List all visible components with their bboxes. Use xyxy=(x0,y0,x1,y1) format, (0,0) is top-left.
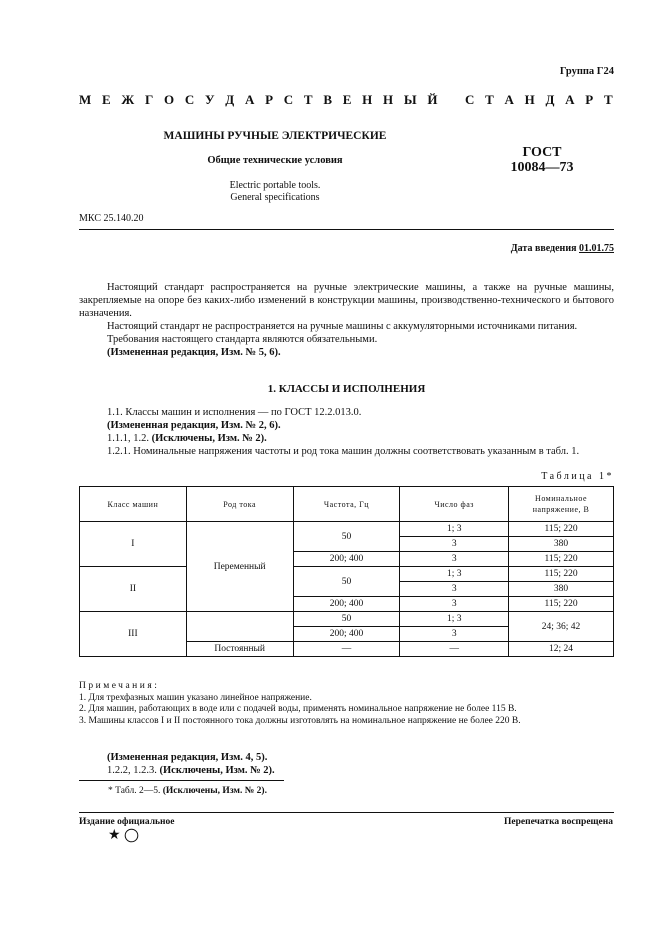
clause-1-1-1 xyxy=(79,432,614,445)
section-1-title: 1. КЛАССЫ И ИСПОЛНЕНИЯ xyxy=(267,383,426,395)
english-title xyxy=(140,180,410,204)
class-cell: III xyxy=(80,612,187,657)
clause-1-1-1-excluded: (Исключены, Изм. № 2). xyxy=(151,433,267,444)
header-class: Класс машин xyxy=(80,487,187,522)
heading-letter: М xyxy=(79,92,92,107)
table-1 xyxy=(79,486,614,657)
intro-paragraph-1: Настоящий стандарт распространяется на ручные электрические машины, а также на ручные машины, закрепляемые на опоре без каких-либо изменений в конструкции машины, производственно-технического и бытового назначения. xyxy=(79,282,614,319)
date-value: 01.01.75 xyxy=(579,243,614,254)
table-caption: Таблица 1* xyxy=(541,471,614,482)
footnote-excluded: (Исключены, Изм. № 2). xyxy=(162,786,267,796)
phases-cell: 1; 3 xyxy=(400,522,509,537)
phases-cell: 1; 3 xyxy=(400,612,509,627)
table-notes xyxy=(79,681,614,727)
footnote-text: * Табл. 2—5. xyxy=(108,786,161,796)
clause-1-1-change: (Измененная редакция, Изм. № 2, 6). xyxy=(107,420,281,431)
class-cell: I xyxy=(80,522,187,567)
section-1-body xyxy=(79,406,614,458)
intro-change-note: (Измененная редакция, Изм. № 5, 6). xyxy=(107,347,281,358)
reprint-prohibited: Перепечатка воспрещена xyxy=(503,817,613,827)
note-1: 1. Для трехфазных машин указано линейное напряжение. xyxy=(79,692,312,703)
mks-code: МКС 25.140.20 xyxy=(79,213,144,224)
voltage-cell: 115; 220 xyxy=(509,567,614,582)
header-current: Род тока xyxy=(186,487,293,522)
frequency-cell: 200; 400 xyxy=(293,552,400,567)
clause-1-2-2-num: 1.2.2, 1.2.3. xyxy=(107,765,157,776)
table-row xyxy=(80,567,614,582)
heading-letter: А xyxy=(504,92,514,107)
heading-letter: Д xyxy=(545,92,555,107)
note-2: 2. Для машин, работающих в воде или с подачей воды, применять номинальное напряжение не более 115 В. xyxy=(79,704,517,714)
official-edition: Издание официальное xyxy=(79,817,175,827)
intro-paragraph-2: Настоящий стандарт не распространяется на ручные машины с аккумуляторными источниками питания. xyxy=(107,321,578,332)
table-row xyxy=(80,522,614,537)
heading-letter: С xyxy=(283,92,294,107)
frequency-cell: 50 xyxy=(293,567,400,597)
heading-letter: Д xyxy=(225,92,235,107)
heading-letter: Н xyxy=(524,92,535,107)
phases-cell: 3 xyxy=(400,597,509,612)
intro-paragraph-3: Требования настоящего стандарта являются обязательными. xyxy=(107,334,378,345)
heading-letter: Г xyxy=(145,92,154,107)
document-subtitle: Общие технические условия xyxy=(207,155,343,166)
clause-1-1-1-num: 1.1.1, 1.2. xyxy=(107,433,149,444)
footnote xyxy=(108,786,267,796)
heading-letter: У xyxy=(205,92,215,107)
current-type-empty-cell xyxy=(186,612,293,642)
heading-letter: С xyxy=(184,92,195,107)
notes-change: (Измененная редакция, Изм. 4, 5). xyxy=(107,752,268,763)
phases-cell: 1; 3 xyxy=(400,567,509,582)
heading-letter: Т xyxy=(485,92,494,107)
clause-1-2-2 xyxy=(79,764,614,777)
clause-1-1: 1.1. Классы машин и исполнения — по ГОСТ 12.2.013.0. xyxy=(107,407,362,418)
voltage-cell: 115; 220 xyxy=(509,552,614,567)
circle-icon xyxy=(124,828,139,843)
gost-label: ГОСТ xyxy=(522,145,562,160)
heading-word-gap xyxy=(448,92,454,108)
table-row xyxy=(80,612,614,627)
star-icon: ★ xyxy=(108,828,121,843)
current-type-cell: Переменный xyxy=(186,522,293,612)
group-code: Группа Г24 xyxy=(559,66,614,77)
intro-block xyxy=(79,281,614,359)
notes-title: Примечания: xyxy=(79,681,160,691)
header-phases: Число фаз xyxy=(400,487,509,522)
heading-letter: А xyxy=(565,92,575,107)
heading-letter: Т xyxy=(303,92,313,107)
note-3: 3. Машины классов I и II постоянного тока должны изготовлять на номинальное напряжение не более 220 В. xyxy=(79,715,521,726)
heading-letter: Р xyxy=(585,92,594,107)
english-title-line1: Electric portable tools. xyxy=(229,180,321,191)
footnote-divider xyxy=(79,780,284,781)
gost-number: 10084—73 xyxy=(510,160,574,175)
phases-cell: 3 xyxy=(400,552,509,567)
heading-letter: О xyxy=(164,92,175,107)
voltage-cell: 12; 24 xyxy=(509,642,614,657)
heading-letter: Н xyxy=(383,92,394,107)
frequency-cell: 200; 400 xyxy=(293,627,400,642)
date-label: Дата введения xyxy=(510,243,577,254)
voltage-cell: 115; 220 xyxy=(509,597,614,612)
header-voltage xyxy=(509,487,614,522)
heading-letter: Н xyxy=(362,92,373,107)
frequency-cell: 50 xyxy=(293,612,400,627)
heading-letter: Й xyxy=(427,92,438,107)
voltage-cell: 380 xyxy=(509,537,614,552)
clause-1-2-1: 1.2.1. Номинальные напряжения частоты и род тока машин должны соответствовать указанным в табл. 1. xyxy=(107,446,580,457)
introduction-date xyxy=(511,243,614,254)
heading-letter: А xyxy=(244,92,255,107)
heading-letter: Ы xyxy=(403,92,417,107)
frequency-cell: — xyxy=(293,642,400,657)
phases-cell: 3 xyxy=(400,537,509,552)
heading-letter: Е xyxy=(342,92,352,107)
current-type-cell: Постоянный xyxy=(186,642,293,657)
heading-letter: С xyxy=(464,92,475,107)
phases-cell: — xyxy=(400,642,509,657)
voltage-cell: 380 xyxy=(509,582,614,597)
english-title-line2: General specifications xyxy=(230,192,320,203)
voltage-cell: 24; 36; 42 xyxy=(509,612,614,642)
footer-divider xyxy=(79,812,614,813)
document-title: МАШИНЫ РУЧНЫЕ ЭЛЕКТРИЧЕСКИЕ xyxy=(163,130,387,142)
header-divider xyxy=(79,229,614,230)
footer-marks xyxy=(108,827,139,844)
frequency-cell: 50 xyxy=(293,522,400,552)
clause-1-2-2-excluded: (Исключены, Изм. № 2). xyxy=(159,765,275,776)
header-frequency: Частота, Гц xyxy=(293,487,400,522)
heading-letter: Т xyxy=(603,92,613,107)
voltage-cell: 115; 220 xyxy=(509,522,614,537)
header-voltage-text: Номинальное напряжение, В xyxy=(532,494,590,514)
heading-letter: Е xyxy=(102,92,111,107)
frequency-cell: 200; 400 xyxy=(293,597,400,612)
heading-letter: В xyxy=(323,92,332,107)
table-header-row xyxy=(80,487,614,522)
class-cell: II xyxy=(80,567,187,612)
heading-letter: Р xyxy=(265,92,274,107)
heading-letter: Ж xyxy=(121,92,135,107)
post-table-block xyxy=(79,751,614,777)
phases-cell: 3 xyxy=(400,582,509,597)
gost-designation xyxy=(487,145,597,175)
interstate-standard-heading xyxy=(79,92,613,108)
phases-cell: 3 xyxy=(400,627,509,642)
